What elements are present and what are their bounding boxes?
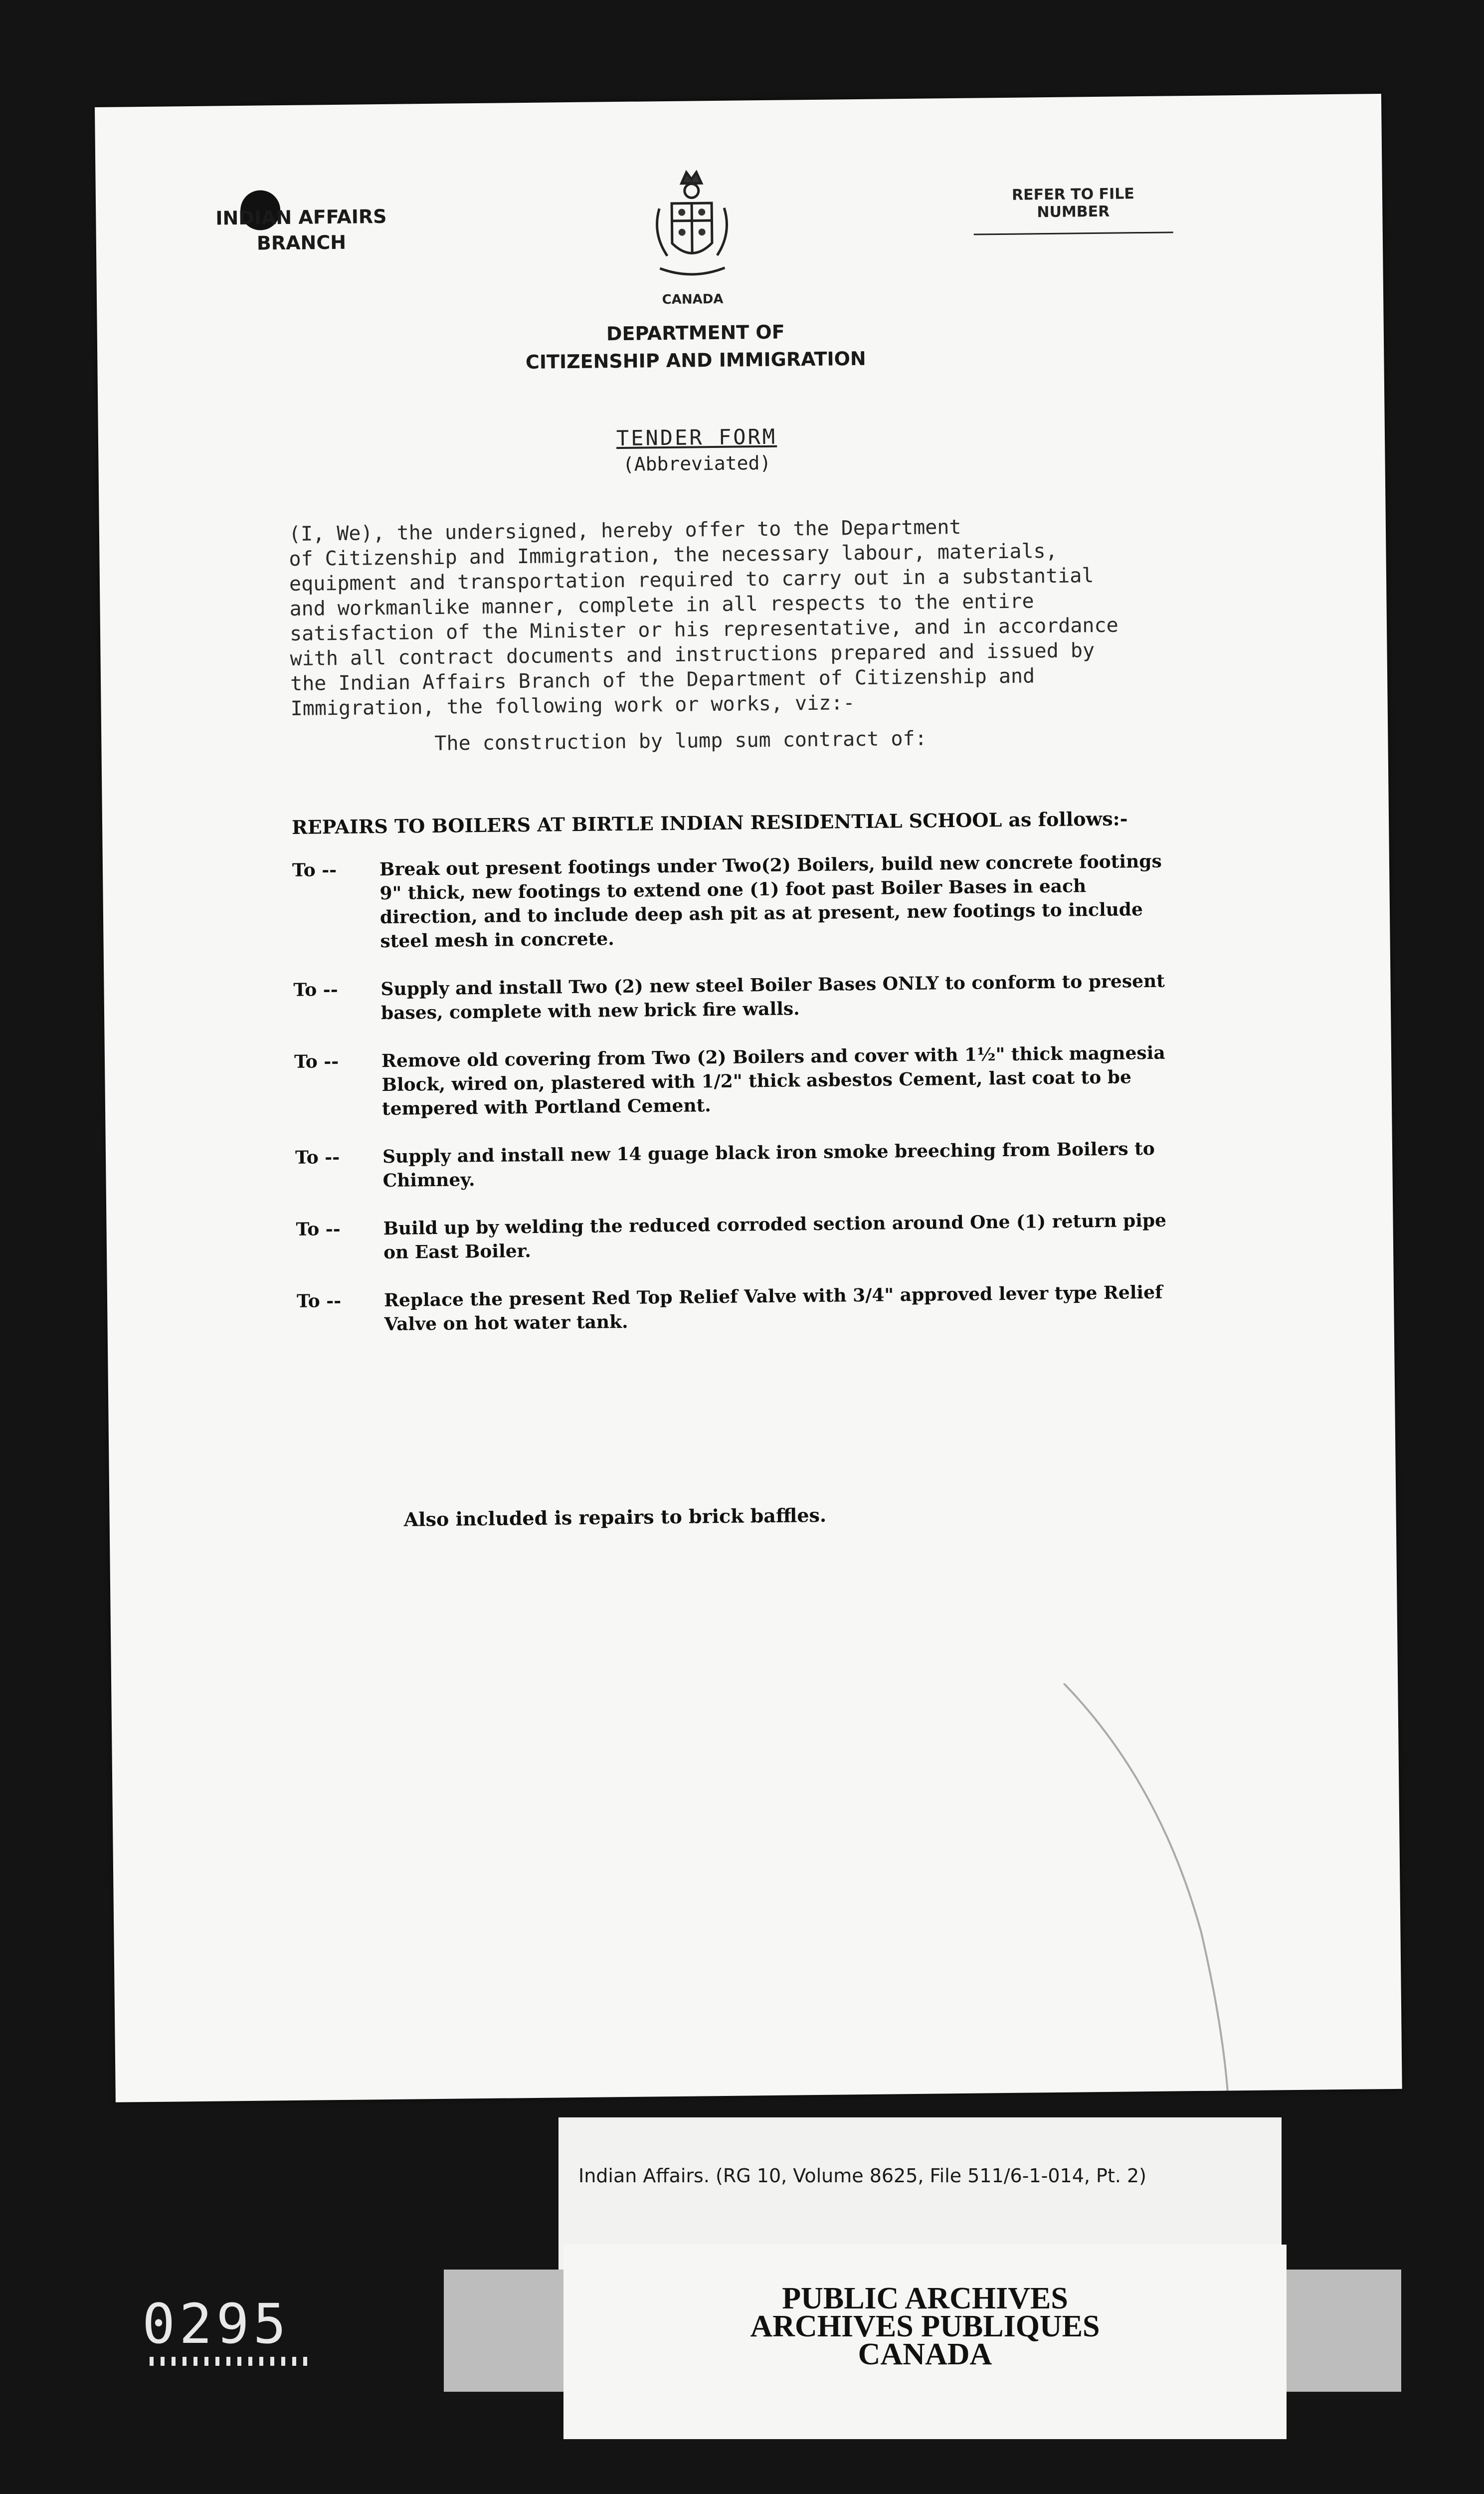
archive-stamp	[563, 2282, 1287, 2371]
list-item	[297, 1280, 1185, 1337]
list-item	[292, 849, 1181, 954]
archive-line-3: CANADA	[858, 2337, 992, 2371]
item-text: Build up by welding the reduced corroded section around One (1) return pipe on East Boiler.	[383, 1210, 1167, 1263]
branch-header	[215, 204, 387, 257]
construction-line: The construction by lump sum contract of:	[434, 727, 927, 755]
frame-number: 0295	[142, 2292, 290, 2356]
frame-tick-marks	[150, 2357, 309, 2366]
item-prefix: To --	[296, 1218, 341, 1240]
department-line-1: DEPARTMENT OF	[606, 321, 785, 345]
work-items-list	[292, 849, 1185, 1361]
coat-of-arms-icon	[644, 168, 740, 286]
refer-file-number-label: REFER TO FILE NUMBER	[1011, 185, 1135, 221]
item-text: Supply and install new 14 guage black iron smoke breeching from Boilers to Chimney.	[382, 1138, 1155, 1192]
intro-paragraph: (I, We), the undersigned, hereby offer to the Department of Citizenship and Immigration, the necessary labour, materials, equipment and transportation required to carry out in a substantial and workmanlike manner, complete in all respects to the entire satisfaction of the Minister or his representative, and in accordance with all contract documents and instructions prepared and issued by the Indian Affairs Branch of the Department of Citizenship and Immigration, the following work or works, viz:-	[288, 515, 1118, 720]
list-item	[293, 969, 1181, 1026]
branch-line-1: INDIAN AFFAIRS	[215, 205, 387, 229]
form-subtitle: (Abbreviated)	[622, 451, 771, 475]
document-page	[95, 94, 1402, 2102]
list-item	[296, 1208, 1184, 1265]
list-item	[294, 1040, 1182, 1122]
item-text: Remove old covering from Two (2) Boilers and cover with 1½" thick magnesia Block, wired on, plastered with 1/2" thick asbestos Cement, last coat to be tempered with Portland Cement.	[381, 1042, 1165, 1120]
item-text: Supply and install Two (2) new steel Boiler Bases ONLY to conform to present bases, complete with new brick fire walls.	[380, 970, 1165, 1024]
archive-stamp-card	[563, 2245, 1287, 2439]
item-text: Replace the present Red Top Relief Valve with 3/4" approved lever type Relief Valve on hot water tank.	[383, 1281, 1163, 1335]
crest-label: CANADA	[662, 291, 724, 308]
archive-line-2: ARCHIVES PUBLIQUES	[750, 2309, 1100, 2343]
item-prefix: To --	[294, 1050, 339, 1072]
department-name	[501, 317, 891, 376]
item-prefix: To --	[293, 979, 338, 1001]
also-included-note: Also included is repairs to brick baffles.	[403, 1503, 827, 1531]
repairs-heading: REPAIRS TO BOILERS AT BIRTLE INDIAN RESIDENTIAL SCHOOL as follows:-	[291, 807, 1128, 838]
item-prefix: To --	[296, 1290, 342, 1312]
item-text: Break out present footings under Two(2) Boilers, build new concrete footings 9" thick, new footings to extend one (1) foot past Boiler Bases in each direction, and to include deep ash pit as at present, new footings to include steel mesh in concrete.	[379, 850, 1162, 952]
archive-reference: Indian Affairs. (RG 10, Volume 8625, File 511/6-1-014, Pt. 2)	[578, 2165, 1146, 2187]
paper-fold-line	[1059, 1681, 1263, 2092]
list-item	[295, 1136, 1183, 1194]
department-line-2: CITIZENSHIP AND IMMIGRATION	[525, 347, 866, 374]
item-prefix: To --	[292, 859, 337, 881]
file-number-line	[974, 231, 1173, 235]
item-prefix: To --	[295, 1146, 340, 1168]
branch-line-2: BRANCH	[256, 231, 347, 254]
archive-line-1: PUBLIC ARCHIVES	[782, 2282, 1068, 2315]
form-title: TENDER FORM	[616, 424, 777, 451]
